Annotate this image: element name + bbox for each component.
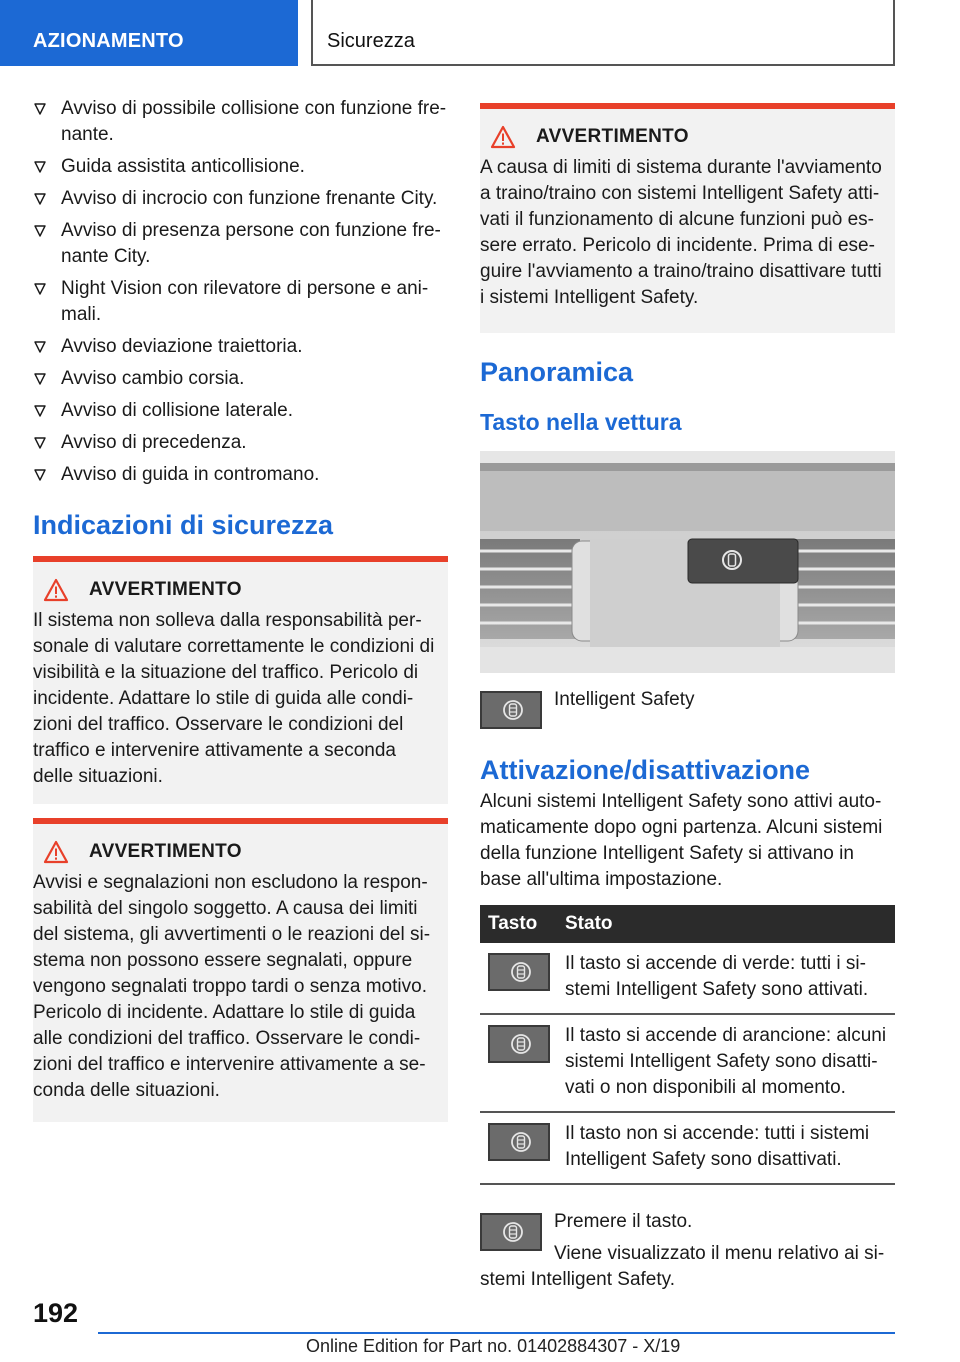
list-item-text: Avviso di guida in contromano. [61,464,320,485]
table-cell-icon [480,943,557,1014]
intelligent-safety-button-icon [488,1025,550,1063]
warning-box [33,556,448,804]
table-row [480,1112,895,1184]
bullet-triangle-icon [33,434,47,452]
warning-box [33,818,448,1122]
section-heading-activation: Attivazione/disattivazione [480,755,811,785]
list-item [33,96,448,148]
list-item-text: Avviso di precedenza. [61,432,247,453]
footer-rule [98,1332,895,1334]
warning-title: AVVERTIMENTO [536,126,689,147]
table-cell-state: Il tasto si accende di arancione: alcuni sistemi Intelligent Safety sono disatti-vati o non disponibili al momento. [557,1014,895,1112]
list-item-text: Avviso di possibile collisione con funzione fre-nante. [61,98,447,145]
list-item-text: Avviso di presenza persone con funzione fre-nante City. [61,220,441,267]
button-caption: Intelligent Safety [554,689,695,710]
bullet-triangle-icon [33,280,47,298]
warning-triangle-icon [490,125,516,149]
intelligent-safety-button-icon [480,691,542,729]
table-row [480,943,895,1014]
list-item [33,154,448,180]
table-cell-state: Il tasto si accende di verde: tutti i si-stemi Intelligent Safety sono attivati. [557,943,895,1014]
dashboard-button-photo [480,451,895,673]
section-heading-safety: Indicazioni di sicurezza [33,510,334,540]
list-item-text: Guida assistita anticollisione. [61,156,305,177]
activation-intro: Alcuni sistemi Intelligent Safety sono attivi auto-maticamente dopo ogni partenza. Alcuni sistemi della funzione Intelligent Safety si attivano in base all'ultima impostazione. [480,791,883,890]
list-item-text: Avviso deviazione traiettoria. [61,336,303,357]
button-legend [480,691,895,729]
left-column [33,96,448,1122]
warning-title: AVVERTIMENTO [89,579,242,600]
list-item [33,366,448,392]
intelligent-safety-button-icon [488,1123,550,1161]
bullet-triangle-icon [33,222,47,240]
page-header [0,0,960,66]
list-item [33,276,448,328]
result-text [480,1241,895,1293]
chapter-title: Sicurezza [311,0,895,66]
page-number: 192 [33,1298,79,1328]
list-item [33,218,448,270]
table-header-state: Stato [557,905,895,943]
list-item [33,430,448,456]
table-row [480,1014,895,1112]
list-item-text: Night Vision con rilevatore di persone e ani-mali. [61,278,429,325]
warning-text: A causa di limiti di sistema durante l'avviamento a traino/traino con sistemi Intelligent Safety atti-vati il funzionamento di alcune funzioni può es-sere errato. Pericolo di incidente. Prima di ese-guire l'avviamento a traino/traino disattivare tutti i sistemi Intelligent Safety. [480,157,882,308]
list-item [33,334,448,360]
warning-text: Avvisi e segnalazioni non escludono la respon-sabilità del singolo soggetto. A causa dei limiti del sistema, gli avvertimenti o le reazioni del si-stema non possono essere segnalati, oppure vengono segnalati troppo tardi o senza motivo. Pericolo di incidente. Adattare lo stile di guida alle condizioni del traffico. Osservare le condi-zioni del traffico e intervenire attivamente a se-conda delle situazioni. [33,872,431,1101]
state-table [480,905,895,1185]
list-item-text: Avviso cambio corsia. [61,368,245,389]
table-cell-icon [480,1014,557,1112]
bullet-triangle-icon [33,402,47,420]
table-header-row [480,905,895,943]
bullet-triangle-icon [33,158,47,176]
table-cell-icon [480,1112,557,1184]
warning-text: Il sistema non solleva dalla responsabilità per-sonale di valutare correttamente le condizioni di visibilità e la situazione del traffico. Pericolo di incidente. Adattare lo stile di guida alle condi-zioni del traffico. Osservare le condizioni del traffico e intervenire attivamente a seconda delle situazioni. [33,610,435,787]
warning-box [480,103,895,333]
intelligent-safety-button-icon [480,1213,542,1251]
table-cell-state: Il tasto non si accende: tutti i sistemi Intelligent Safety sono disattivati. [557,1112,895,1184]
list-item-text: Avviso di incrocio con funzione frenante City. [61,188,438,209]
section-heading-overview: Panoramica [480,357,634,387]
result-text-content: Viene visualizzato il menu relativo ai si-stemi Intelligent Safety. [480,1243,885,1290]
list-item [33,398,448,424]
intelligent-safety-button-icon [488,953,550,991]
warning-triangle-icon [43,578,69,602]
warning-triangle-icon [43,840,69,864]
list-item [33,462,448,488]
bullet-triangle-icon [33,100,47,118]
press-text: Premere il tasto. [554,1211,693,1232]
edition-note: Online Edition for Part no. 01402884307 - X/19 [306,1336,681,1356]
table-header-button: Tasto [480,905,557,943]
list-item [33,186,448,212]
subheading-button: Tasto nella vettura [480,409,682,435]
bullet-triangle-icon [33,338,47,356]
bullet-triangle-icon [33,190,47,208]
right-column [480,103,895,1293]
feature-list [33,96,448,488]
bullet-triangle-icon [33,370,47,388]
warning-title: AVVERTIMENTO [89,841,242,862]
list-item-text: Avviso di collisione laterale. [61,400,293,421]
section-tab: AZIONAMENTO [0,0,298,66]
bullet-triangle-icon [33,466,47,484]
